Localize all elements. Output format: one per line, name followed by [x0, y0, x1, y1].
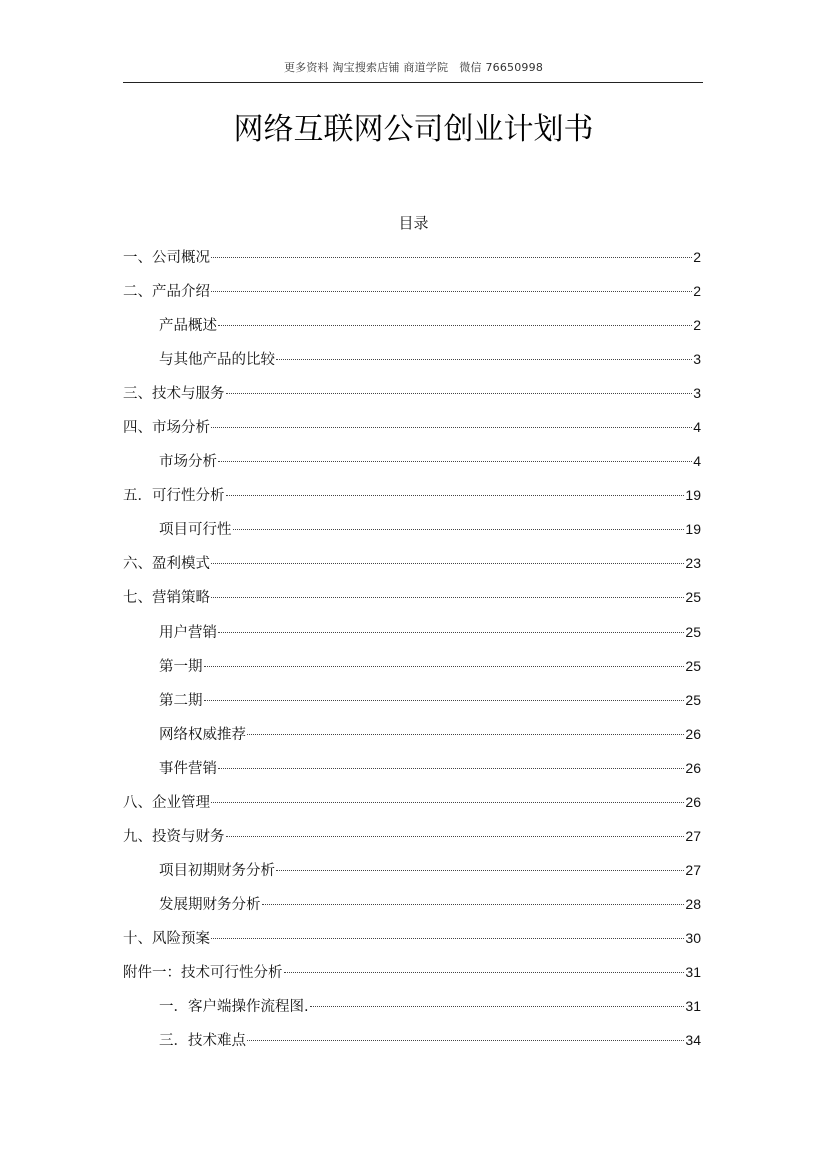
- toc-entry[interactable]: [123, 989, 701, 1023]
- toc-dot-leader: [204, 666, 685, 667]
- toc-entry-label: 六、盈利模式: [123, 556, 210, 573]
- page-header: 更多资料 淘宝搜索店铺 商道学院 微信 76650998: [283, 61, 544, 74]
- toc-entry-label: 九、投资与财务: [123, 828, 225, 845]
- toc-dot-leader: [211, 597, 684, 598]
- toc-entry-page: 4: [693, 419, 701, 436]
- toc-entry[interactable]: [123, 240, 701, 274]
- toc-heading: 目录: [398, 214, 429, 232]
- toc-entry[interactable]: [123, 546, 701, 580]
- toc-dot-leader: [233, 529, 685, 530]
- toc-entry-page: 31: [685, 998, 701, 1015]
- toc-entry-page: 30: [685, 929, 701, 946]
- toc-entry-page: 25: [685, 691, 701, 708]
- toc-entry-label: 项目初期财务分析: [159, 862, 275, 879]
- toc-entry-page: 27: [685, 827, 701, 844]
- toc-dot-leader: [211, 257, 692, 258]
- header-divider: [123, 82, 703, 83]
- toc-entry-page: 19: [685, 521, 701, 538]
- toc-dot-leader: [218, 325, 692, 326]
- toc-entry-label: 三．技术难点: [159, 1033, 246, 1050]
- toc-entry-page: 19: [685, 487, 701, 504]
- toc-entry-page: 26: [685, 759, 701, 776]
- toc-dot-leader: [211, 802, 684, 803]
- toc-entry-page: 23: [685, 555, 701, 572]
- toc-dot-leader: [226, 393, 693, 394]
- toc-dot-leader: [284, 972, 685, 973]
- toc-entry-label: 五．可行性分析: [123, 488, 225, 505]
- toc-entry[interactable]: [123, 717, 701, 751]
- toc-entry[interactable]: [123, 615, 701, 649]
- toc-entry[interactable]: [123, 580, 701, 614]
- toc-entry-page: 25: [685, 623, 701, 640]
- toc-entry[interactable]: [123, 683, 701, 717]
- toc-entry-label: 八、企业管理: [123, 794, 210, 811]
- toc-entry-label: 第二期: [159, 692, 203, 709]
- toc-entry-label: 事件营销: [159, 760, 217, 777]
- toc-dot-leader: [247, 1040, 684, 1041]
- toc-dot-leader: [218, 768, 684, 769]
- toc-entry[interactable]: [123, 444, 701, 478]
- toc-dot-leader: [211, 563, 684, 564]
- toc-entry[interactable]: [123, 274, 701, 308]
- toc-entry-page: 26: [685, 725, 701, 742]
- toc-entry[interactable]: [123, 751, 701, 785]
- document-title: 网络互联网公司创业计划书: [233, 112, 594, 147]
- toc-entry-label: 七、营销策略: [123, 590, 210, 607]
- toc-entry[interactable]: [123, 853, 701, 887]
- toc-dot-leader: [218, 632, 684, 633]
- toc-entry[interactable]: [123, 1023, 701, 1057]
- toc-entry-label: 发展期财务分析: [159, 896, 261, 913]
- toc-entry[interactable]: [123, 785, 701, 819]
- toc-entry-label: 与其他产品的比较: [159, 352, 275, 369]
- toc-dot-leader: [247, 734, 684, 735]
- toc-entry-label: 第一期: [159, 658, 203, 675]
- toc-dot-leader: [276, 359, 692, 360]
- toc-entry-page: 2: [693, 317, 701, 334]
- toc-entry-page: 27: [685, 861, 701, 878]
- toc-entry-page: 31: [685, 963, 701, 980]
- toc-entry-page: 25: [685, 589, 701, 606]
- toc-dot-leader: [211, 291, 692, 292]
- toc-entry[interactable]: [123, 887, 701, 921]
- toc-entry-page: 3: [693, 351, 701, 368]
- toc-entry-label: 三、技术与服务: [123, 386, 225, 403]
- toc-entry[interactable]: [123, 955, 701, 989]
- toc-entry[interactable]: [123, 376, 701, 410]
- toc-entry-page: 4: [693, 453, 701, 470]
- toc-entry-page: 3: [693, 385, 701, 402]
- toc-entry-page: 28: [685, 895, 701, 912]
- toc-entry[interactable]: [123, 512, 701, 546]
- toc-entry-label: 用户营销: [159, 624, 217, 641]
- toc-entry-label: 产品概述: [159, 318, 217, 335]
- toc-entry-page: 2: [693, 249, 701, 265]
- toc-entry-label: 项目可行性: [159, 522, 232, 539]
- toc-dot-leader: [262, 904, 685, 905]
- toc-entry[interactable]: [123, 410, 701, 444]
- toc-entry-page: 25: [685, 657, 701, 674]
- toc-entry[interactable]: [123, 649, 701, 683]
- toc-dot-leader: [226, 495, 685, 496]
- toc-entry-label: 一．客户端操作流程图.: [159, 999, 309, 1016]
- toc-entry[interactable]: [123, 342, 701, 376]
- toc-entry-page: 34: [685, 1032, 701, 1049]
- toc-dot-leader: [310, 1006, 685, 1007]
- toc-entry[interactable]: [123, 478, 701, 512]
- toc-dot-leader: [218, 461, 692, 462]
- toc-entry[interactable]: [123, 921, 701, 955]
- toc-entry-label: 四、市场分析: [123, 420, 210, 437]
- toc-entry[interactable]: [123, 308, 701, 342]
- toc-entry[interactable]: [123, 819, 701, 853]
- toc-dot-leader: [211, 427, 692, 428]
- toc-entry-label: 二、产品介绍: [123, 284, 210, 301]
- toc-entry-label: 一、公司概况: [123, 250, 210, 266]
- toc-dot-leader: [276, 870, 684, 871]
- toc-entry-page: 26: [685, 793, 701, 810]
- toc-entry-label: 市场分析: [159, 454, 217, 471]
- toc-entry-label: 附件一：技术可行性分析: [123, 964, 283, 981]
- toc-entry-page: 2: [693, 283, 701, 300]
- toc-dot-leader: [204, 700, 685, 701]
- toc-entry-label: 十、风险预案: [123, 930, 210, 947]
- toc-entry-label: 网络权威推荐: [159, 726, 246, 743]
- table-of-contents: [123, 240, 701, 1057]
- toc-dot-leader: [211, 938, 684, 939]
- toc-dot-leader: [226, 836, 685, 837]
